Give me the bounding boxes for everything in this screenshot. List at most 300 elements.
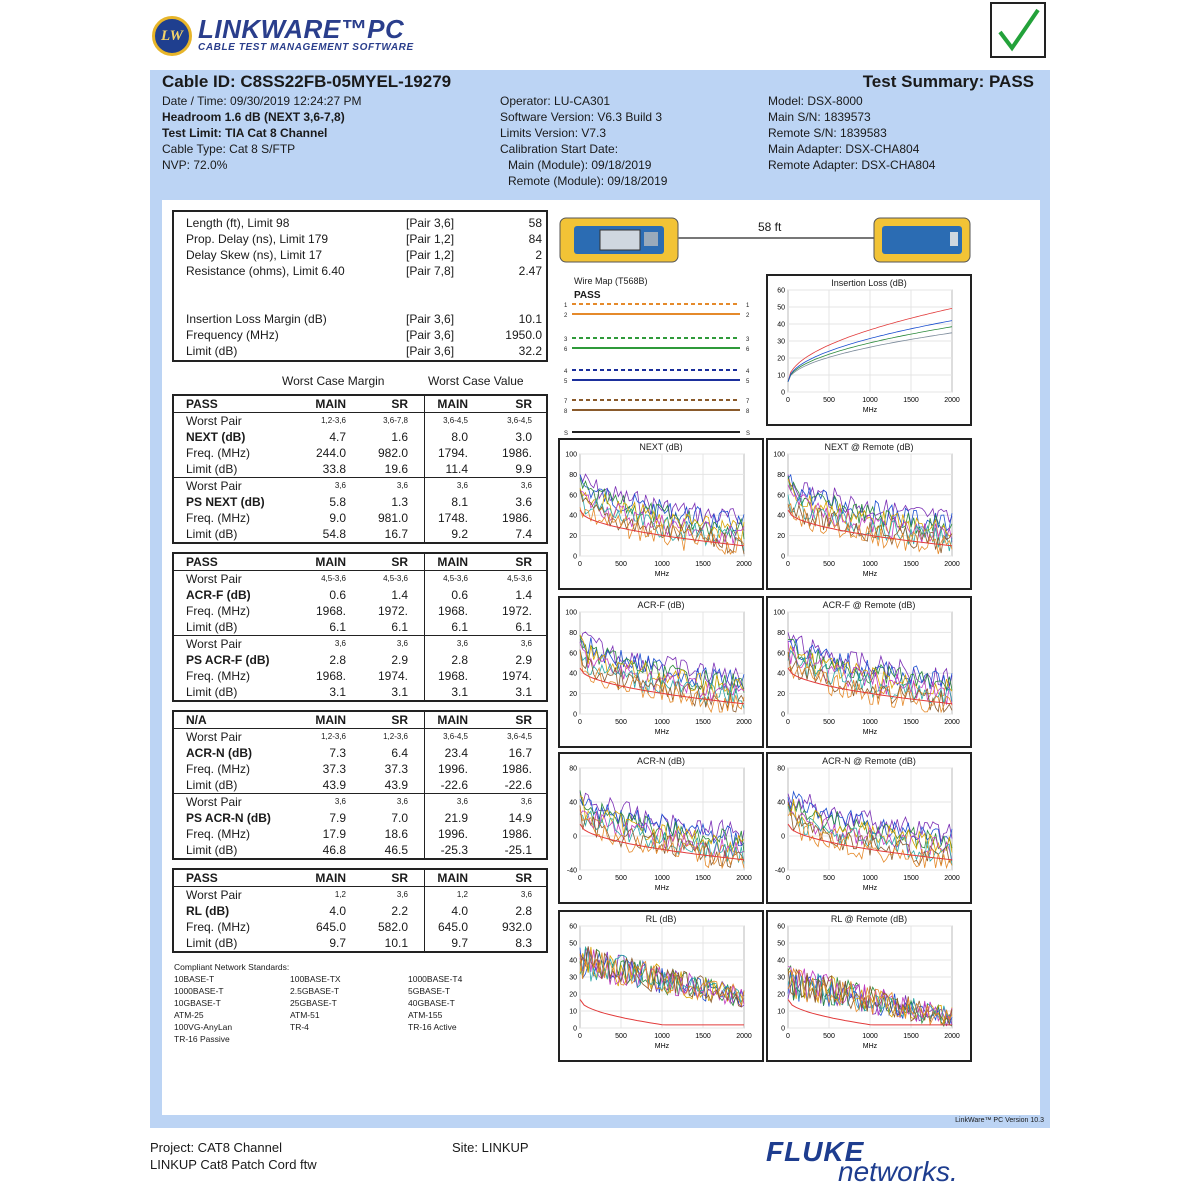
cell-value: 1,2-3,6: [321, 416, 346, 425]
table-header: MAIN: [315, 397, 346, 411]
y-tick-label: 10: [777, 1008, 785, 1016]
cell-value: 9.0: [329, 511, 346, 525]
cell-value: 6.1: [391, 620, 408, 634]
measure-label: Resistance (ohms), Limit 6.40: [186, 264, 345, 278]
graph-title: Insertion Loss (dB): [831, 278, 907, 288]
x-tick-label: 1000: [654, 719, 670, 726]
y-tick-label: 40: [777, 321, 785, 329]
x-tick-label: 0: [786, 1033, 790, 1040]
cable-length: 58 ft: [758, 220, 782, 234]
measure-value: 10.1: [518, 312, 542, 326]
cell-value: 1986.: [501, 511, 532, 525]
x-axis-label: MHz: [862, 407, 878, 414]
y-tick-label: 0: [781, 1025, 785, 1033]
cell-value: 645.0: [437, 920, 468, 934]
operator: Operator: LU-CA301: [500, 94, 611, 108]
cell-value: 1.3: [391, 495, 408, 509]
cell-value: 7.4: [515, 527, 532, 541]
standard-item: 25GBASE-T: [290, 998, 337, 1008]
cell-value: 8.1: [451, 495, 468, 509]
table-header: SR: [515, 397, 532, 411]
cell-value: 54.8: [322, 527, 346, 541]
wire-map-title: Wire Map (T568B): [574, 276, 648, 286]
x-tick-label: 1000: [862, 397, 878, 404]
header-col-right: [768, 93, 935, 173]
result-table: [172, 394, 548, 544]
table-header: SR: [391, 555, 408, 569]
cell-value: 33.8: [322, 462, 346, 476]
x-tick-label: 500: [823, 719, 835, 726]
nvp: NVP: 72.0%: [162, 158, 228, 172]
cell-value: 1986.: [501, 446, 532, 460]
cell-value: 4,5-3,6: [321, 574, 346, 583]
graph-0: [766, 274, 972, 426]
test-limit: Test Limit: TIA Cat 8 Channel: [162, 126, 328, 140]
cell-value: 18.6: [384, 827, 408, 841]
row-label: Worst Pair: [186, 888, 242, 902]
y-tick-label: 0: [781, 389, 785, 397]
wire-pin-label: 1: [746, 303, 750, 309]
measure-label: Delay Skew (ns), Limit 17: [186, 248, 323, 262]
y-tick-label: 100: [565, 451, 577, 459]
linkware-logo-icon: LW: [152, 16, 192, 56]
standard-item: 1000BASE-T4: [408, 974, 463, 984]
cell-value: 2.8: [515, 904, 532, 918]
cell-value: 3,6-4,5: [443, 732, 468, 741]
row-label: ACR-F (dB): [186, 588, 251, 602]
cell-value: 37.3: [384, 762, 408, 776]
standard-item: 10GBASE-T: [174, 998, 221, 1008]
table-header: SR: [391, 713, 408, 727]
cell-value: 582.0: [377, 920, 408, 934]
cell-value: 17.9: [322, 827, 346, 841]
x-axis-label: MHz: [654, 1043, 670, 1050]
y-tick-label: 40: [777, 512, 785, 520]
cable-diagram: [558, 210, 972, 266]
measurement-box: [172, 210, 548, 362]
calibration-date: Calibration Start Date:: [500, 142, 619, 156]
y-tick-label: 40: [777, 957, 785, 965]
graph-1: [558, 438, 764, 590]
cell-value: 4.0: [329, 904, 346, 918]
y-tick-label: 0: [573, 1025, 577, 1033]
cell-value: 2.2: [391, 904, 408, 918]
software-version: Software Version: V6.3 Build 3: [500, 110, 663, 124]
cell-value: 43.9: [384, 778, 408, 792]
measure-label: Limit (dB): [186, 344, 238, 358]
y-tick-label: 60: [569, 492, 577, 500]
worst-value-header: Worst Case Value: [428, 374, 524, 388]
row-label: Limit (dB): [186, 936, 238, 950]
row-label: NEXT (dB): [186, 430, 246, 444]
graph-8: [766, 910, 972, 1062]
table-header: MAIN: [437, 555, 468, 569]
row-label: Limit (dB): [186, 462, 238, 476]
cell-value: 3,6-4,5: [443, 416, 468, 425]
x-tick-label: 0: [578, 1033, 582, 1040]
row-label: PS NEXT (dB): [186, 495, 265, 509]
cell-value: 11.4: [445, 462, 468, 476]
y-tick-label: 50: [569, 940, 577, 948]
wire-pin-label: 8: [564, 409, 568, 415]
x-axis-label: MHz: [862, 571, 878, 578]
y-tick-label: 80: [777, 629, 785, 637]
cell-value: 7.3: [329, 746, 346, 760]
standards-title: Compliant Network Standards:: [174, 962, 290, 972]
graph-title: ACR-F (dB): [637, 600, 685, 610]
row-label: Worst Pair: [186, 795, 242, 809]
table-header: SR: [515, 713, 532, 727]
x-axis-label: MHz: [654, 885, 670, 892]
standard-item: ATM-155: [408, 1010, 443, 1020]
x-tick-label: 2000: [944, 875, 960, 882]
test-summary: Test Summary: PASS: [862, 72, 1034, 91]
cell-value: 21.9: [444, 811, 468, 825]
wire-pin-label: 1: [564, 303, 568, 309]
table-status: PASS: [186, 871, 218, 885]
x-tick-label: 2000: [944, 561, 960, 568]
wire-pin-label: 4: [746, 369, 750, 375]
cell-value: 3.1: [451, 685, 468, 699]
graph-title: NEXT @ Remote (dB): [824, 442, 914, 452]
y-tick-label: 50: [777, 304, 785, 312]
cell-value: 1974.: [501, 669, 532, 683]
standard-item: TR-16 Passive: [174, 1034, 230, 1044]
x-tick-label: 500: [615, 719, 627, 726]
header-col-mid: [500, 93, 667, 189]
table-header: SR: [515, 555, 532, 569]
x-tick-label: 500: [823, 397, 835, 404]
row-label: PS ACR-N (dB): [186, 811, 271, 825]
cell-value: 4.0: [451, 904, 468, 918]
measure-value: 2: [535, 248, 542, 262]
measure-pair: [Pair 3,6]: [406, 344, 455, 358]
cell-value: 1.4: [515, 588, 532, 602]
y-tick-label: 60: [777, 923, 785, 931]
cell-value: 6.4: [391, 746, 408, 760]
cell-value: 3,6-4,5: [507, 732, 532, 741]
x-tick-label: 0: [578, 719, 582, 726]
fluke-logo: FLUKE: [766, 1136, 865, 1167]
headroom: Headroom 1.6 dB (NEXT 3,6-7,8): [162, 110, 345, 124]
result-table: [172, 710, 548, 860]
y-tick-label: 20: [569, 691, 577, 699]
wire-pin-label: S: [564, 431, 569, 437]
standard-item: 2.5GBASE-T: [290, 986, 340, 996]
row-label: Worst Pair: [186, 730, 242, 744]
row-label: Limit (dB): [186, 778, 238, 792]
x-axis-label: MHz: [654, 729, 670, 736]
x-tick-label: 500: [823, 561, 835, 568]
cell-value: 1986.: [501, 827, 532, 841]
cell-value: 2.9: [391, 653, 408, 667]
x-axis-label: MHz: [654, 571, 670, 578]
cell-value: 3,6: [520, 639, 532, 648]
y-tick-label: 0: [573, 833, 577, 841]
site-name: Site: LINKUP: [452, 1140, 529, 1155]
x-tick-label: 500: [615, 875, 627, 882]
x-tick-label: 1000: [654, 875, 670, 882]
wire-pin-label: S: [746, 431, 751, 437]
wire-map: [558, 274, 758, 438]
y-tick-label: 0: [781, 833, 785, 841]
graph-title: RL @ Remote (dB): [830, 914, 908, 924]
cord-name: LINKUP Cat8 Patch Cord ftw: [150, 1157, 317, 1172]
x-tick-label: 1000: [654, 1033, 670, 1040]
calibration-main: Main (Module): 09/18/2019: [508, 158, 652, 172]
cell-value: 2.9: [515, 653, 532, 667]
cell-value: 645.0: [315, 920, 346, 934]
wire-pin-label: 8: [746, 409, 750, 415]
cell-value: 982.0: [377, 446, 408, 460]
x-tick-label: 2000: [944, 1033, 960, 1040]
cell-value: 7.9: [329, 811, 346, 825]
table-header: MAIN: [437, 397, 468, 411]
x-tick-label: 2000: [944, 397, 960, 404]
cell-value: 3,6: [456, 481, 468, 490]
cell-value: 1.4: [391, 588, 408, 602]
row-label: Freq. (MHz): [186, 511, 250, 525]
x-tick-label: 2000: [736, 719, 752, 726]
linkware-version: LinkWare™ PC Version 10.3: [955, 1117, 1044, 1124]
cell-value: 0.6: [451, 588, 468, 602]
cell-value: 16.7: [508, 746, 532, 760]
x-tick-label: 1500: [695, 1033, 711, 1040]
y-tick-label: 0: [781, 553, 785, 561]
measure-pair: [Pair 1,2]: [406, 248, 455, 262]
y-tick-label: 40: [569, 512, 577, 520]
cable-type: Cable Type: Cat 8 S/FTP: [162, 142, 296, 156]
cell-value: -22.6: [440, 778, 468, 792]
cell-value: 8.0: [451, 430, 468, 444]
graph-6: [766, 752, 972, 904]
y-tick-label: 80: [569, 765, 577, 773]
standard-item: 10BASE-T: [174, 974, 215, 984]
x-tick-label: 500: [823, 875, 835, 882]
cell-value: 1794.: [437, 446, 468, 460]
y-tick-label: 0: [781, 711, 785, 719]
x-tick-label: 0: [578, 875, 582, 882]
cell-value: 1986.: [501, 762, 532, 776]
y-tick-label: 100: [773, 451, 785, 459]
row-label: Freq. (MHz): [186, 827, 250, 841]
graph-5: [558, 752, 764, 904]
cell-value: 3,6: [334, 481, 346, 490]
cell-value: 4,5-3,6: [507, 574, 532, 583]
cell-value: -25.1: [504, 843, 532, 857]
cell-value: -25.3: [440, 843, 468, 857]
cell-value: 6.1: [451, 620, 468, 634]
y-tick-label: 20: [777, 691, 785, 699]
cell-value: 1996.: [437, 762, 468, 776]
header-col-left: [162, 93, 361, 173]
row-label: Limit (dB): [186, 527, 238, 541]
standard-item: 100VG-AnyLan: [174, 1022, 233, 1032]
cell-value: 9.2: [451, 527, 468, 541]
x-tick-label: 0: [578, 561, 582, 568]
y-tick-label: 100: [773, 609, 785, 617]
cell-value: 3,6: [456, 639, 468, 648]
table-header: SR: [391, 397, 408, 411]
wire-pin-label: 2: [564, 313, 568, 319]
cell-value: 1968.: [437, 604, 468, 618]
cell-value: 4,5-3,6: [443, 574, 468, 583]
y-tick-label: 60: [777, 287, 785, 295]
cell-value: 1.6: [391, 430, 408, 444]
y-tick-label: 100: [565, 609, 577, 617]
y-tick-label: 30: [569, 974, 577, 982]
limits-version: Limits Version: V7.3: [500, 126, 607, 140]
cell-value: 1996.: [437, 827, 468, 841]
calibration-remote: Remote (Module): 09/18/2019: [508, 174, 668, 188]
cell-value: 9.7: [451, 936, 468, 950]
y-tick-label: 40: [777, 799, 785, 807]
measure-pair: [Pair 3,6]: [406, 328, 455, 342]
cell-value: 16.7: [384, 527, 408, 541]
row-label: Limit (dB): [186, 843, 238, 857]
table-header: MAIN: [315, 555, 346, 569]
cell-value: 932.0: [501, 920, 532, 934]
x-tick-label: 1500: [695, 561, 711, 568]
y-tick-label: 20: [569, 533, 577, 541]
wire-pin-label: 2: [746, 313, 750, 319]
cell-value: 3.1: [391, 685, 408, 699]
y-tick-label: 60: [569, 923, 577, 931]
x-tick-label: 1500: [903, 875, 919, 882]
wire-pin-label: 4: [564, 369, 568, 375]
row-label: Worst Pair: [186, 479, 242, 493]
cell-value: 3,6-7,8: [383, 416, 408, 425]
x-tick-label: 0: [786, 561, 790, 568]
cell-value: 6.1: [329, 620, 346, 634]
table-header: MAIN: [437, 713, 468, 727]
measure-label: Frequency (MHz): [186, 328, 279, 342]
worst-margin-header: Worst Case Margin: [282, 374, 385, 388]
row-label: Worst Pair: [186, 414, 242, 428]
graph-4: [766, 596, 972, 748]
standard-item: 100BASE-TX: [290, 974, 341, 984]
table-header: MAIN: [315, 713, 346, 727]
cell-value: 23.4: [444, 746, 468, 760]
x-tick-label: 0: [786, 719, 790, 726]
y-tick-label: 80: [777, 765, 785, 773]
cell-value: 37.3: [322, 762, 346, 776]
project-name: Project: CAT8 Channel: [150, 1140, 282, 1155]
x-tick-label: 0: [786, 397, 790, 404]
y-tick-label: 0: [573, 553, 577, 561]
x-tick-label: 1000: [862, 1033, 878, 1040]
cell-value: 3,6: [396, 481, 408, 490]
measure-value: 1950.0: [505, 328, 542, 342]
row-label: Limit (dB): [186, 620, 238, 634]
graph-title: ACR-N @ Remote (dB): [822, 756, 916, 766]
measure-label: Prop. Delay (ns), Limit 179: [186, 232, 329, 246]
x-tick-label: 1500: [903, 397, 919, 404]
y-tick-label: 80: [777, 471, 785, 479]
y-tick-label: 40: [569, 670, 577, 678]
x-tick-label: 1500: [903, 719, 919, 726]
wire-map-status: PASS: [574, 290, 601, 301]
date-time: Date / Time: 09/30/2019 12:24:27 PM: [162, 94, 362, 108]
cell-value: 3.1: [515, 685, 532, 699]
x-tick-label: 500: [823, 1033, 835, 1040]
main-sn: Main S/N: 1839573: [768, 110, 871, 124]
y-tick-label: 0: [573, 711, 577, 719]
cell-value: 3.1: [329, 685, 346, 699]
table-status: PASS: [186, 555, 218, 569]
table-header: MAIN: [437, 871, 468, 885]
standard-item: TR-4: [290, 1022, 309, 1032]
cell-value: 1748.: [437, 511, 468, 525]
cell-value: 3.6: [515, 495, 532, 509]
x-tick-label: 2000: [944, 719, 960, 726]
cell-value: 5.8: [329, 495, 346, 509]
cell-value: 3,6: [520, 481, 532, 490]
table-header: SR: [391, 871, 408, 885]
cable-id: Cable ID: C8SS22FB-05MYEL-19279: [162, 72, 452, 91]
measure-label: Length (ft), Limit 98: [186, 216, 290, 230]
x-tick-label: 2000: [736, 875, 752, 882]
y-tick-label: 60: [777, 492, 785, 500]
cell-value: 1972.: [377, 604, 408, 618]
y-tick-label: -40: [774, 867, 785, 875]
measure-value: 58: [528, 216, 542, 230]
y-tick-label: 10: [569, 1008, 577, 1016]
y-tick-label: 20: [777, 533, 785, 541]
graph-title: NEXT (dB): [639, 442, 683, 452]
cell-value: 1968.: [437, 669, 468, 683]
row-label: Worst Pair: [186, 572, 242, 586]
x-tick-label: 1000: [862, 719, 878, 726]
cell-value: 3,6: [334, 797, 346, 806]
wire-pin-label: 7: [564, 399, 568, 405]
wire-pin-label: 6: [746, 347, 750, 353]
cell-value: 7.0: [391, 811, 408, 825]
cell-value: 8.3: [515, 936, 532, 950]
measure-pair: [Pair 3,6]: [406, 216, 455, 230]
cell-value: 9.9: [515, 462, 532, 476]
networks-logo: networks.: [838, 1156, 958, 1187]
measure-pair: [Pair 3,6]: [406, 312, 455, 326]
row-label: Freq. (MHz): [186, 762, 250, 776]
x-axis-label: MHz: [862, 1043, 878, 1050]
y-tick-label: 60: [569, 650, 577, 658]
table-status: N/A: [186, 713, 207, 727]
measure-value: 84: [528, 232, 542, 246]
result-table: [172, 552, 548, 702]
y-tick-label: 20: [777, 991, 785, 999]
model: Model: DSX-8000: [768, 94, 863, 108]
remote-adapter: Remote Adapter: DSX-CHA804: [768, 158, 936, 172]
result-table: [172, 868, 548, 953]
standard-item: ATM-25: [174, 1010, 204, 1020]
row-label: Freq. (MHz): [186, 604, 250, 618]
y-tick-label: 10: [777, 372, 785, 380]
graph-title: ACR-N (dB): [636, 756, 685, 766]
cell-value: 244.0: [315, 446, 346, 460]
cell-value: 14.9: [508, 811, 532, 825]
cell-value: 9.7: [329, 936, 346, 950]
measure-label: Insertion Loss Margin (dB): [186, 312, 327, 326]
cell-value: 3,6: [396, 797, 408, 806]
table-header: MAIN: [315, 871, 346, 885]
measure-pair: [Pair 7,8]: [406, 264, 455, 278]
cell-value: 1,2: [456, 890, 468, 899]
cell-value: 1,2: [334, 890, 346, 899]
x-axis-label: MHz: [862, 885, 878, 892]
graph-7: [558, 910, 764, 1062]
cell-value: 3,6: [334, 639, 346, 648]
